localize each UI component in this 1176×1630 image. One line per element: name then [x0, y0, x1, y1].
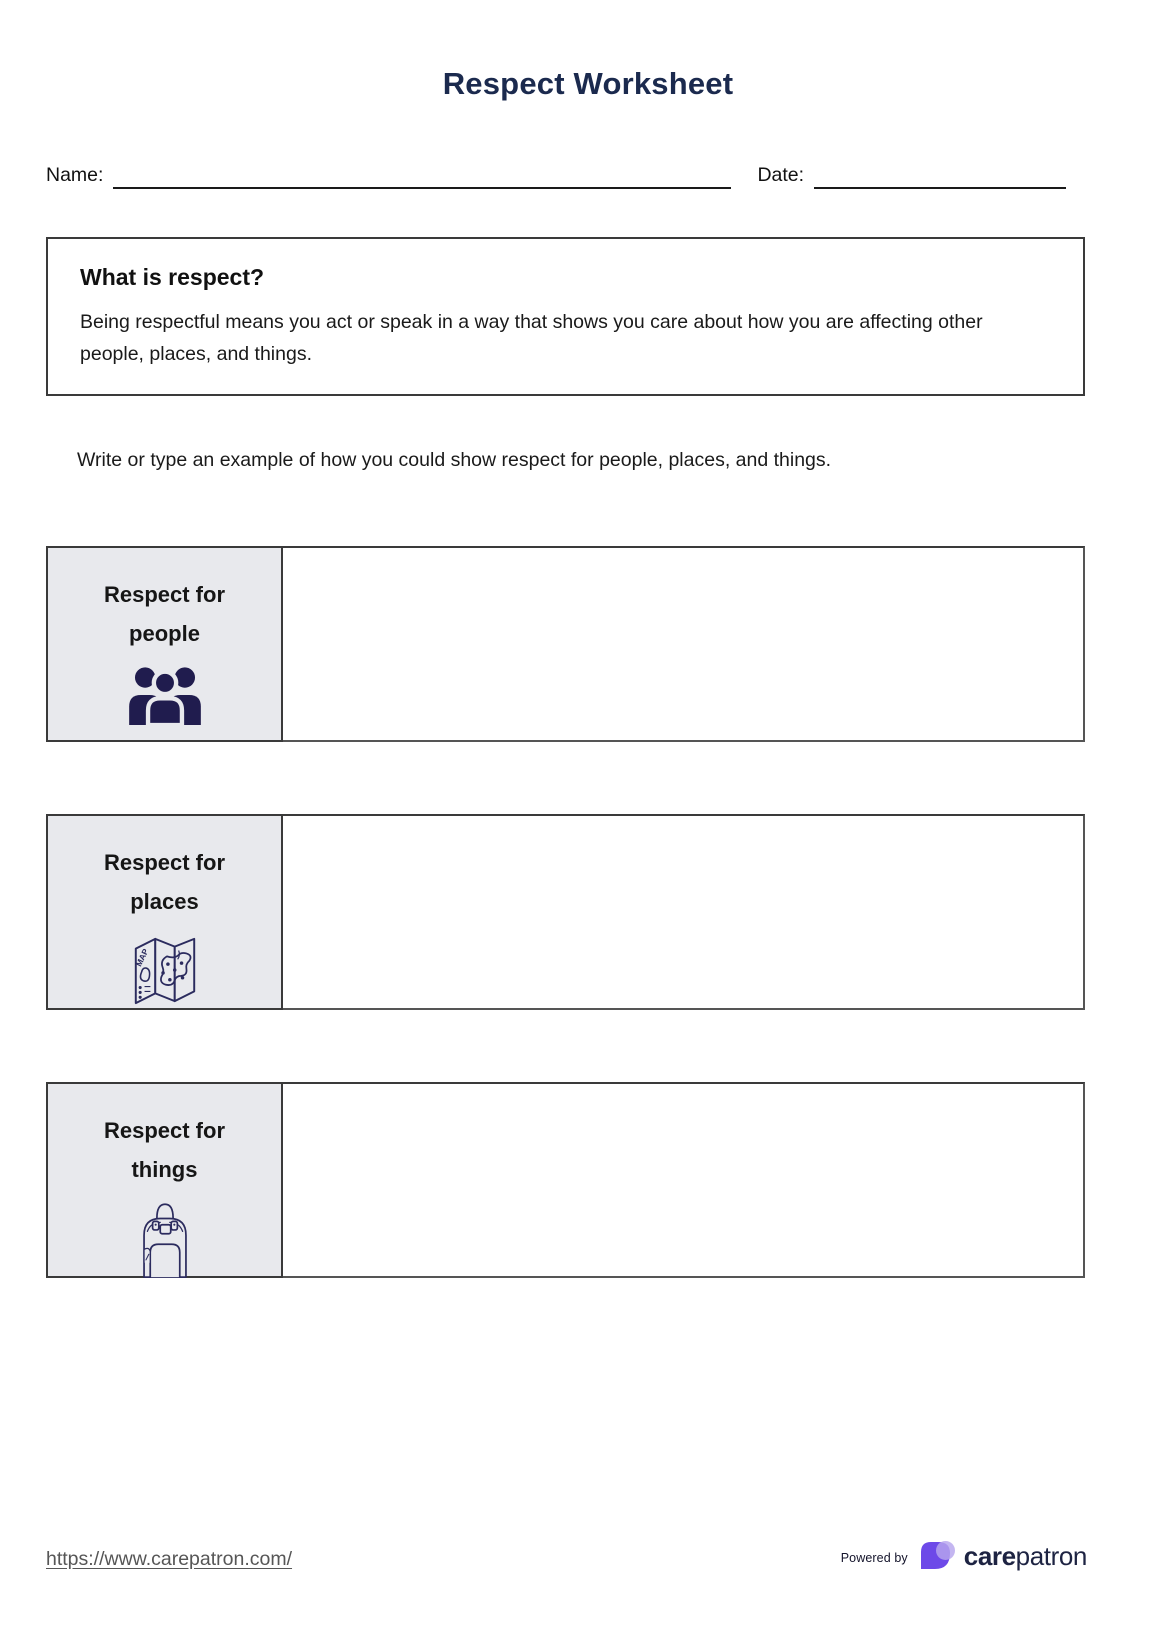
- respect-for-places-row: [46, 814, 1085, 1010]
- respect-for-people-answer-area[interactable]: [283, 546, 1085, 742]
- backpack-icon: [134, 1199, 196, 1279]
- name-input-line[interactable]: [113, 163, 731, 189]
- carepatron-link[interactable]: https://www.carepatron.com/: [46, 1548, 293, 1570]
- row-label: Respect for things: [103, 1118, 226, 1182]
- name-date-row: [46, 163, 1086, 189]
- respect-for-places-answer-area[interactable]: [283, 814, 1085, 1010]
- row-label: Respect for places: [103, 850, 226, 914]
- name-label: Name:: [46, 164, 104, 186]
- respect-for-things-answer-area[interactable]: [283, 1082, 1085, 1278]
- what-is-respect-box: [46, 237, 1085, 396]
- respect-for-things-label-cell: [46, 1082, 283, 1278]
- powered-by-label: Powered by: [840, 1550, 908, 1565]
- powered-by-carepatron: [841, 1537, 1087, 1572]
- svg-text:MAP: MAP: [133, 947, 151, 968]
- carepatron-wordmark: carepatron: [963, 1541, 1087, 1571]
- respect-for-people-label-cell: [46, 546, 283, 742]
- date-label: Date:: [757, 164, 805, 186]
- info-box-body: Being respectful means you act or speak in a way that shows you care about how you are affecting other people, places, and things.: [80, 311, 983, 366]
- carepatron-logo-icon: [917, 1538, 955, 1572]
- respect-for-people-row: [46, 546, 1085, 742]
- instruction-text: Write or type an example of how you could show respect for people, places, and things.: [77, 449, 832, 471]
- row-label: Respect for people: [103, 582, 226, 646]
- page-title: Respect Worksheet: [442, 66, 734, 101]
- people-icon: [125, 663, 205, 725]
- respect-for-things-row: [46, 1082, 1085, 1278]
- date-input-line[interactable]: [814, 163, 1066, 189]
- info-box-heading: What is respect?: [80, 264, 265, 290]
- respect-for-places-label-cell: [46, 814, 283, 1010]
- map-icon: [128, 931, 202, 1009]
